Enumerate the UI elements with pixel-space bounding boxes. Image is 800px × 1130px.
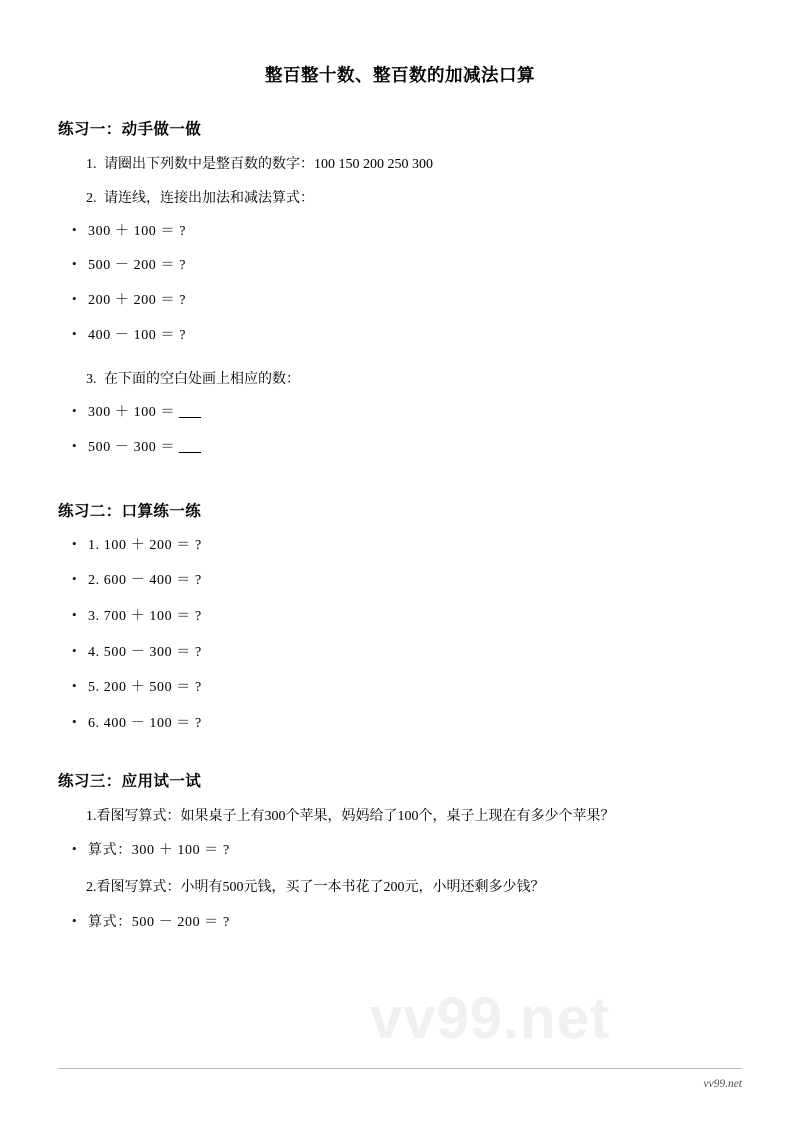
section-heading-two: 练习二：口算练一练 — [58, 502, 202, 520]
section-heading-one: 练习一：动手做一做 — [58, 121, 202, 138]
item-text: 在下面的空白处画上相应的数： — [104, 372, 300, 388]
list-item: • 400 － 100 ＝ ? — [70, 325, 742, 347]
list-item: • 5. 200 ＋ 500 ＝ ? — [70, 677, 742, 699]
item-text: 请圈出下列数中是整百数的数字：100 150 200 250 300 — [104, 157, 433, 172]
equation-list-fill-blank — [58, 402, 742, 458]
word-problem — [58, 876, 742, 900]
watermark: vv99.net — [370, 986, 611, 1051]
item-number: 2. — [86, 880, 97, 896]
item-number: 2. — [86, 190, 97, 206]
word-problem — [58, 805, 742, 829]
list-item: • 4. 500 － 300 ＝ ? — [70, 642, 742, 664]
item-text: 看图写算式：小明有500元钱，买了一本书花了200元，小明还剩多少钱？ — [96, 880, 545, 896]
answer-blank[interactable] — [179, 405, 201, 418]
list-item: • 算式：500 － 200 ＝ ? — [70, 912, 742, 934]
exercise-item — [58, 153, 742, 177]
answer-blank[interactable] — [179, 440, 201, 453]
equation-text: 300 ＋ 100 ＝ — [88, 405, 176, 421]
item-number: 1. — [86, 808, 97, 824]
list-item: • 500 － 200 ＝ ? — [70, 255, 742, 277]
footer-site-label: vv99.net — [703, 1078, 742, 1090]
page-title: 整百整十数、整百数的加减法口算 — [265, 65, 535, 85]
equation-text: 500 － 300 ＝ — [88, 439, 176, 455]
list-item: • 1. 100 ＋ 200 ＝ ? — [70, 535, 742, 557]
list-item: • 2. 600 － 400 ＝ ? — [70, 570, 742, 592]
item-text: 请连线，连接出加法和减法算式： — [104, 190, 314, 206]
list-item: • 算式：300 ＋ 100 ＝ ? — [70, 840, 742, 862]
list-item: • 300 ＋ 100 ＝ ? — [70, 221, 742, 243]
word-problem-answer-list — [58, 912, 742, 934]
exercise-section-three — [58, 769, 742, 934]
item-number: 1. — [86, 157, 97, 172]
item-number: 3. — [86, 372, 97, 388]
list-item: • 200 ＋ 200 ＝ ? — [70, 290, 742, 312]
list-item — [70, 402, 742, 424]
exercise-item — [58, 187, 742, 211]
item-text: 看图写算式：如果桌子上有300个苹果，妈妈给了100个，桌子上现在有多少个苹果？ — [96, 808, 615, 824]
list-item: • 6. 400 － 100 ＝ ? — [70, 713, 742, 735]
exercise-item — [58, 368, 742, 392]
oral-calculation-list — [58, 535, 742, 735]
section-heading-three: 练习三：应用试一试 — [58, 772, 202, 790]
exercise-section-two — [58, 499, 742, 735]
list-item — [70, 437, 742, 459]
list-item: • 3. 700 ＋ 100 ＝ ? — [70, 606, 742, 628]
footer-divider — [58, 1068, 742, 1069]
equation-list-matching — [58, 221, 742, 347]
word-problem-answer-list — [58, 840, 742, 862]
exercise-section-one — [58, 117, 742, 459]
